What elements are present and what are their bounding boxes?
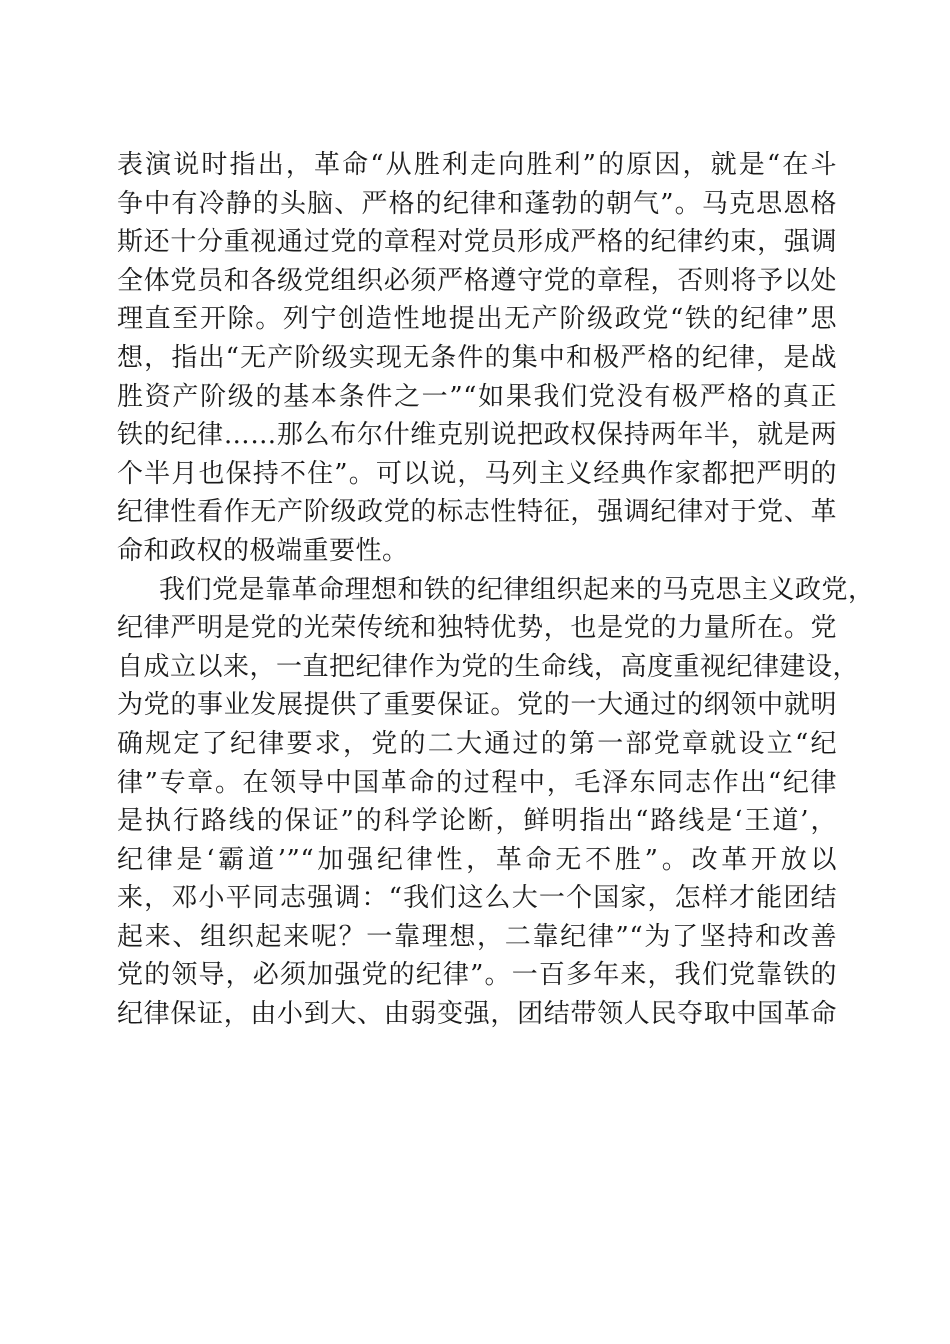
text-line: 想，指出“无产阶级实现无条件的集中和极严格的纪律，是战 [117, 342, 837, 373]
text-line: 党的领导，必须加强党的纪律”。一百多年来，我们党靠铁的 [117, 960, 837, 991]
text-line: 理直至开除。列宁创造性地提出无产阶级政党“铁的纪律”思 [117, 304, 837, 335]
paragraph-start-line: 我们党是靠革命理想和铁的纪律组织起来的马克思主义政党， [159, 574, 875, 605]
text-line: 纪律是‘霸道’”“加强纪律性，革命无不胜”。改革开放以 [117, 844, 837, 875]
text-line: 纪律性看作无产阶级政党的标志性特征，强调纪律对于党、革 [117, 497, 837, 528]
text-line: 自成立以来，一直把纪律作为党的生命线，高度重视纪律建设， [117, 651, 860, 682]
text-line: 纪律严明是党的光荣传统和独特优势，也是党的力量所在。党 [117, 613, 837, 644]
text-line: 铁的纪律……那么布尔什维克别说把政权保持两年半，就是两 [117, 420, 837, 451]
text-line: 来，邓小平同志强调：“我们这么大一个国家，怎样才能团结 [117, 883, 837, 914]
text-line: 起来、组织起来呢？一靠理想，二靠纪律”“为了坚持和改善 [117, 921, 837, 952]
text-line: 律”专章。在领导中国革命的过程中，毛泽东同志作出“纪律 [117, 767, 837, 798]
text-line: 表演说时指出，革命“从胜利走向胜利”的原因，就是“在斗 [117, 150, 837, 180]
text-line: 纪律保证，由小到大、由弱变强，团结带领人民夺取中国革命 [117, 999, 837, 1030]
text-line: 为党的事业发展提供了重要保证。党的一大通过的纲领中就明 [117, 690, 837, 721]
text-line: 全体党员和各级党组织必须严格遵守党的章程，否则将予以处 [117, 265, 837, 296]
text-line: 争中有冷静的头脑、严格的纪律和蓬勃的朝气”。马克思恩格 [117, 188, 837, 219]
text-line: 斯还十分重视通过党的章程对党员形成严格的纪律约束，强调 [117, 227, 837, 258]
text-line: 个半月也保持不住”。可以说，马列主义经典作家都把严明的 [117, 458, 837, 489]
paragraph-end-line: 命和政权的极端重要性。 [117, 535, 409, 566]
body-text [117, 146, 875, 1034]
text-line: 胜资产阶级的基本条件之一”“如果我们党没有极严格的真正 [117, 381, 837, 412]
text-line: 是执行路线的保证”的科学论断，鲜明指出“路线是‘王道’， [117, 806, 837, 837]
text-line: 确规定了纪律要求，党的二大通过的第一部党章就设立“纪 [117, 728, 837, 759]
